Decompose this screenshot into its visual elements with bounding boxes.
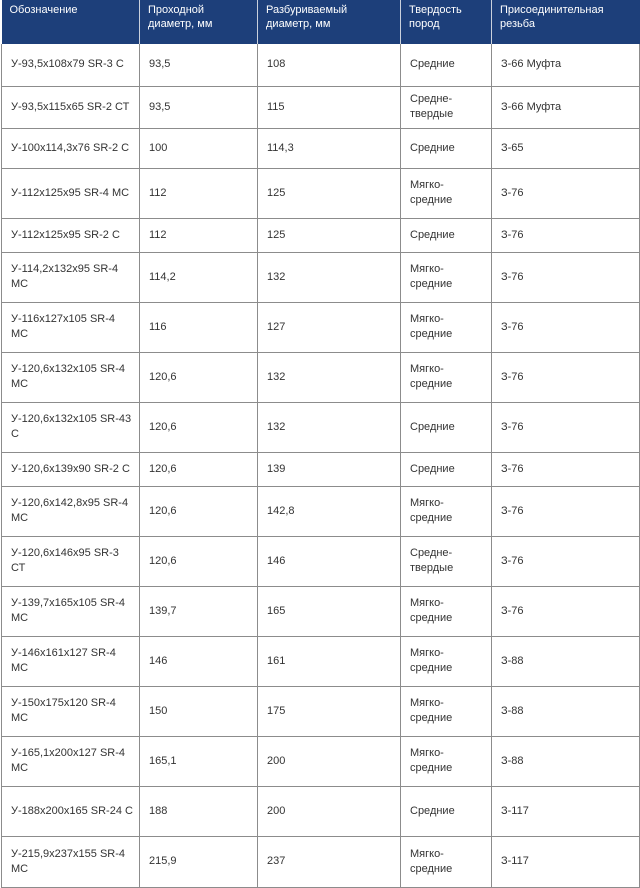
cell-thread: З-66 Муфта — [492, 44, 640, 86]
cell-designation: У-120,6х132х105 SR-4 МС — [2, 352, 140, 402]
cell-pass-diameter: 120,6 — [140, 452, 258, 486]
cell-rock-hardness: Средне-твердые — [401, 86, 492, 128]
cell-designation: У-100х114,3х76 SR-2 С — [2, 128, 140, 168]
cell-drill-diameter: 142,8 — [258, 486, 401, 536]
cell-pass-diameter: 112 — [140, 218, 258, 252]
header-pass-diameter: Проходной диаметр, мм — [140, 0, 258, 44]
cell-designation: У-114,2х132х95 SR-4 МС — [2, 252, 140, 302]
cell-thread: З-88 — [492, 686, 640, 736]
cell-drill-diameter: 161 — [258, 636, 401, 686]
drill-bits-table — [1, 0, 640, 888]
cell-rock-hardness: Мягко-средние — [401, 252, 492, 302]
cell-drill-diameter: 125 — [258, 168, 401, 218]
cell-thread: З-117 — [492, 836, 640, 887]
cell-drill-diameter: 146 — [258, 536, 401, 586]
cell-thread: З-76 — [492, 252, 640, 302]
table-row — [2, 536, 640, 586]
table-row — [2, 402, 640, 452]
cell-pass-diameter: 215,9 — [140, 836, 258, 887]
cell-thread: З-76 — [492, 452, 640, 486]
cell-thread: З-66 Муфта — [492, 86, 640, 128]
cell-pass-diameter: 139,7 — [140, 586, 258, 636]
table-row — [2, 836, 640, 887]
cell-drill-diameter: 132 — [258, 252, 401, 302]
table-row — [2, 44, 640, 86]
cell-drill-diameter: 108 — [258, 44, 401, 86]
cell-drill-diameter: 175 — [258, 686, 401, 736]
cell-pass-diameter: 93,5 — [140, 44, 258, 86]
cell-designation: У-93,5х115х65 SR-2 СТ — [2, 86, 140, 128]
cell-rock-hardness: Мягко-средние — [401, 636, 492, 686]
cell-pass-diameter: 188 — [140, 786, 258, 836]
cell-thread: З-76 — [492, 218, 640, 252]
cell-rock-hardness: Средние — [401, 44, 492, 86]
cell-rock-hardness: Средние — [401, 128, 492, 168]
table-row — [2, 736, 640, 786]
cell-rock-hardness: Мягко-средние — [401, 686, 492, 736]
table-row — [2, 302, 640, 352]
cell-drill-diameter: 115 — [258, 86, 401, 128]
cell-thread: З-76 — [492, 486, 640, 536]
table-header-row — [2, 0, 640, 44]
cell-thread: З-76 — [492, 168, 640, 218]
cell-thread: З-76 — [492, 586, 640, 636]
cell-rock-hardness: Мягко-средние — [401, 736, 492, 786]
cell-thread: З-65 — [492, 128, 640, 168]
table-row — [2, 586, 640, 636]
cell-pass-diameter: 165,1 — [140, 736, 258, 786]
cell-rock-hardness: Мягко-средние — [401, 302, 492, 352]
table-row — [2, 352, 640, 402]
table-row — [2, 128, 640, 168]
cell-designation: У-93,5х108х79 SR-3 С — [2, 44, 140, 86]
cell-thread: З-76 — [492, 352, 640, 402]
cell-designation: У-112х125х95 SR-2 С — [2, 218, 140, 252]
cell-pass-diameter: 120,6 — [140, 402, 258, 452]
cell-rock-hardness: Средние — [401, 218, 492, 252]
cell-pass-diameter: 120,6 — [140, 352, 258, 402]
cell-drill-diameter: 125 — [258, 218, 401, 252]
cell-pass-diameter: 93,5 — [140, 86, 258, 128]
cell-pass-diameter: 116 — [140, 302, 258, 352]
cell-rock-hardness: Средние — [401, 452, 492, 486]
header-thread: Присоединительная резьба — [492, 0, 640, 44]
cell-thread: З-117 — [492, 786, 640, 836]
cell-designation: У-215,9х237х155 SR-4 МС — [2, 836, 140, 887]
cell-designation: У-165,1х200х127 SR-4 МС — [2, 736, 140, 786]
cell-designation: У-112х125х95 SR-4 МС — [2, 168, 140, 218]
table-row — [2, 218, 640, 252]
table-row — [2, 486, 640, 536]
cell-drill-diameter: 200 — [258, 736, 401, 786]
cell-thread: З-76 — [492, 402, 640, 452]
table-row — [2, 452, 640, 486]
cell-designation: У-120,6х146х95 SR-3 СТ — [2, 536, 140, 586]
cell-thread: З-76 — [492, 536, 640, 586]
cell-rock-hardness: Средне-твердые — [401, 536, 492, 586]
cell-pass-diameter: 100 — [140, 128, 258, 168]
cell-rock-hardness: Мягко-средние — [401, 486, 492, 536]
table-row — [2, 786, 640, 836]
header-rock-hardness: Твердость пород — [401, 0, 492, 44]
cell-drill-diameter: 127 — [258, 302, 401, 352]
cell-drill-diameter: 237 — [258, 836, 401, 887]
cell-pass-diameter: 112 — [140, 168, 258, 218]
cell-thread: З-88 — [492, 636, 640, 686]
cell-designation: У-150х175х120 SR-4 МС — [2, 686, 140, 736]
cell-designation: У-146х161х127 SR-4 МС — [2, 636, 140, 686]
cell-drill-diameter: 132 — [258, 402, 401, 452]
table-row — [2, 86, 640, 128]
table-row — [2, 252, 640, 302]
cell-designation: У-188х200х165 SR-24 С — [2, 786, 140, 836]
cell-pass-diameter: 120,6 — [140, 486, 258, 536]
cell-designation: У-120,6х139х90 SR-2 С — [2, 452, 140, 486]
cell-designation: У-120,6х132х105 SR-43 С — [2, 402, 140, 452]
cell-rock-hardness: Мягко-средние — [401, 168, 492, 218]
cell-designation: У-120,6х142,8х95 SR-4 МС — [2, 486, 140, 536]
cell-pass-diameter: 150 — [140, 686, 258, 736]
cell-drill-diameter: 114,3 — [258, 128, 401, 168]
cell-rock-hardness: Средние — [401, 786, 492, 836]
cell-pass-diameter: 146 — [140, 636, 258, 686]
cell-pass-diameter: 114,2 — [140, 252, 258, 302]
cell-thread: З-88 — [492, 736, 640, 786]
cell-designation: У-139,7х165х105 SR-4 МС — [2, 586, 140, 636]
cell-rock-hardness: Средние — [401, 402, 492, 452]
table-row — [2, 686, 640, 736]
header-drill-diameter: Разбуриваемый диаметр, мм — [258, 0, 401, 44]
cell-rock-hardness: Мягко-средние — [401, 352, 492, 402]
table-row — [2, 636, 640, 686]
cell-pass-diameter: 120,6 — [140, 536, 258, 586]
header-designation: Обозначение — [2, 0, 140, 44]
cell-designation: У-116х127х105 SR-4 МС — [2, 302, 140, 352]
cell-drill-diameter: 139 — [258, 452, 401, 486]
cell-thread: З-76 — [492, 302, 640, 352]
cell-rock-hardness: Мягко-средние — [401, 586, 492, 636]
cell-rock-hardness: Мягко-средние — [401, 836, 492, 887]
cell-drill-diameter: 200 — [258, 786, 401, 836]
table-row — [2, 168, 640, 218]
cell-drill-diameter: 132 — [258, 352, 401, 402]
cell-drill-diameter: 165 — [258, 586, 401, 636]
